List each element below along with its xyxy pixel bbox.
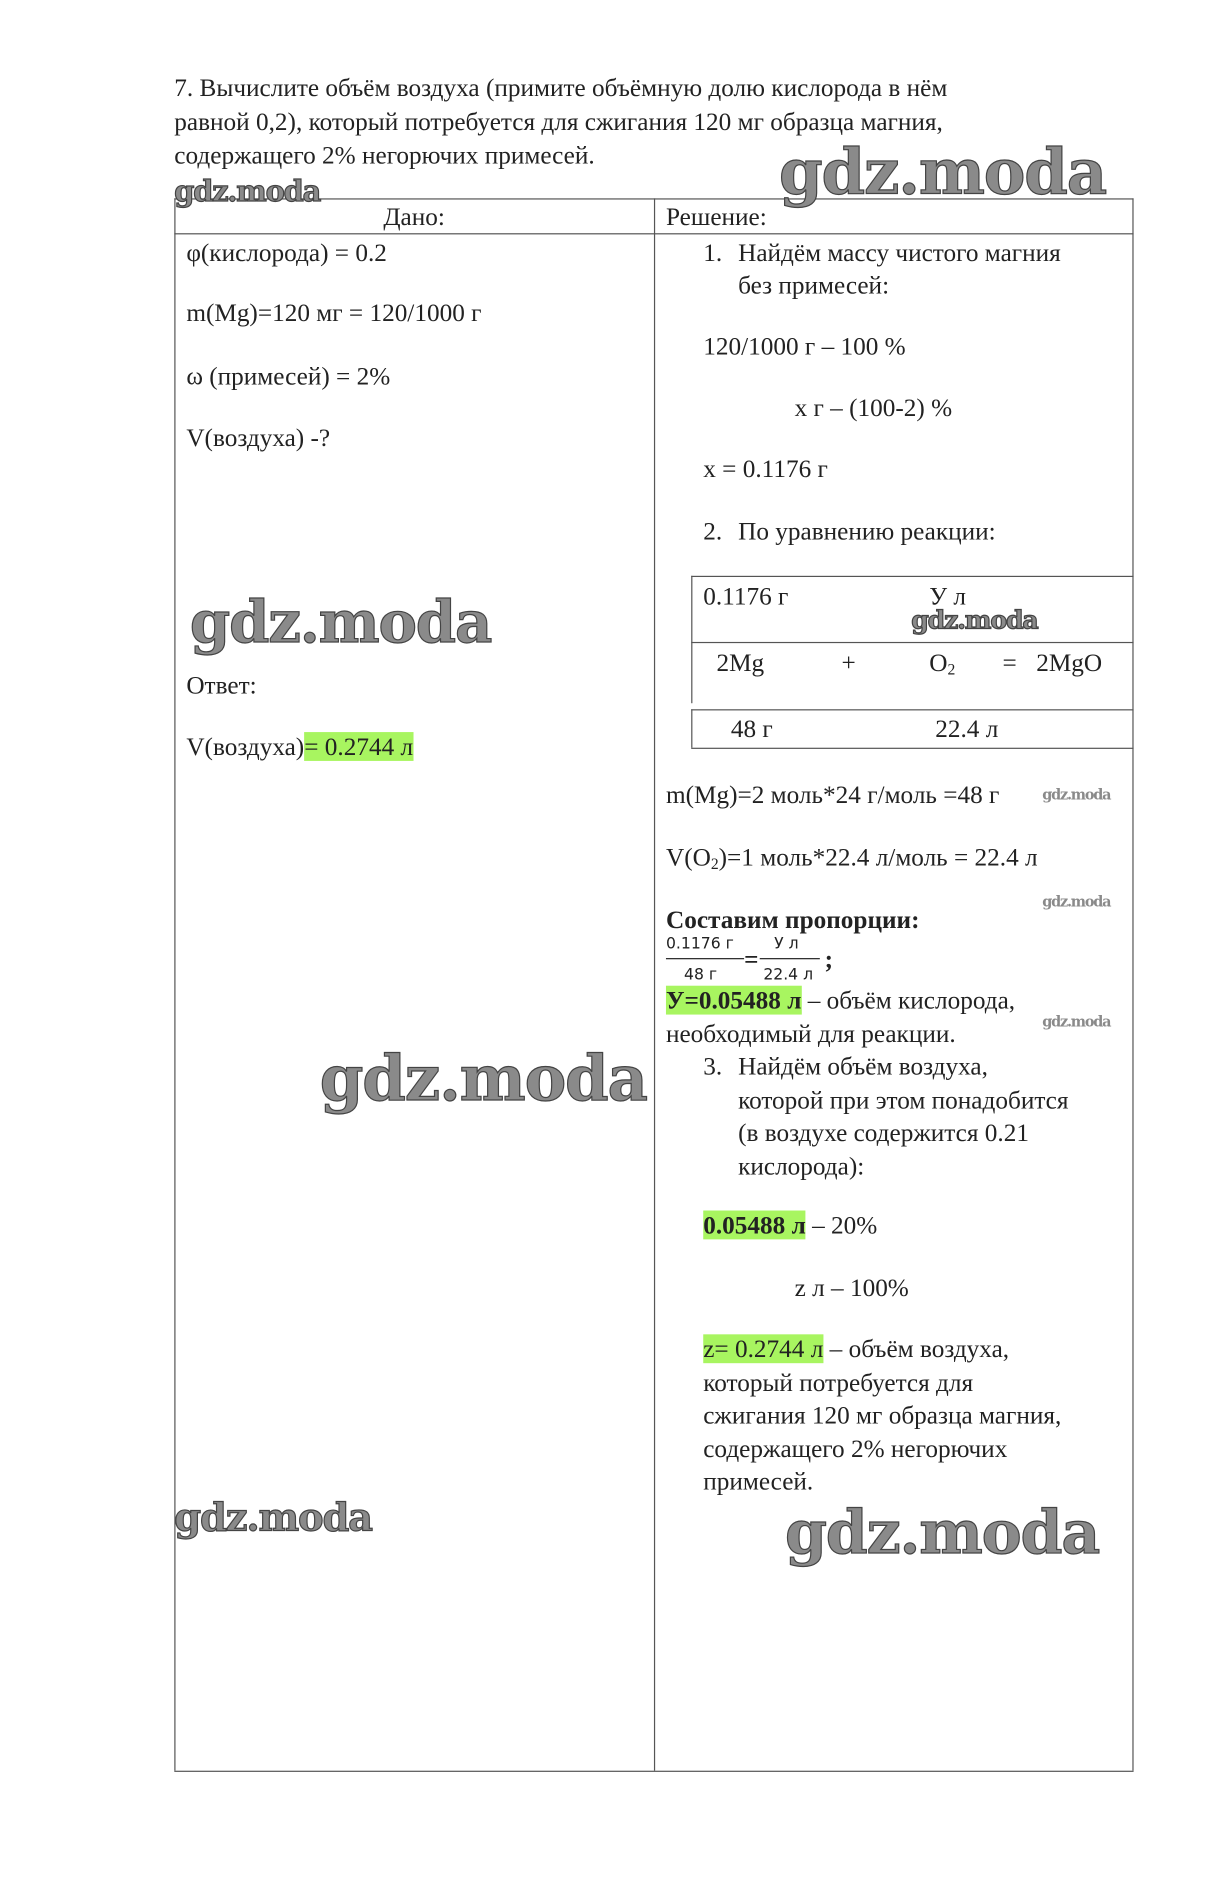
proportion2-a (703, 1211, 877, 1240)
watermark-logo: gdz.moda (174, 173, 321, 208)
fraction-end: ; (824, 944, 834, 974)
watermark-logo: gdz.moda (1042, 786, 1111, 804)
reaction-bottom-right: 22.4 л (935, 714, 999, 743)
step3-line: Найдём объём воздуха, (738, 1051, 988, 1081)
table-border (1132, 198, 1133, 1770)
y-result (666, 986, 1015, 1015)
o-symbol: O (929, 647, 948, 677)
reaction-border (691, 709, 1133, 710)
given-mass: m(Mg)=120 мг = 120/1000 г (186, 298, 482, 327)
step3-line: (в воздухе содержится 0.21 (738, 1117, 1029, 1147)
watermark-logo: gdz.moda (784, 1496, 1100, 1568)
watermark-logo: gdz.moda (1042, 893, 1111, 910)
task-line: содержащего 2% негорючих примесей. (174, 140, 595, 170)
task-line: 7. Вычислите объём воздуха (примите объёмную долю кислорода в нём (174, 73, 948, 103)
step2-number: 2. (703, 516, 723, 546)
fraction-den1: 48 г (683, 966, 718, 985)
step3-line: которой при этом понадобится (738, 1085, 1069, 1115)
z-line: содержащего 2% негорючих (703, 1434, 1008, 1463)
reaction-mg: 2Mg (716, 647, 765, 677)
answer-value: = 0.2744 л (304, 732, 414, 761)
z-line: примесей. (703, 1466, 814, 1496)
v-o2-calc (666, 843, 1038, 879)
step1-line: Найдём массу чистого магния (738, 238, 1061, 267)
step3-line: кислорода): (738, 1151, 865, 1181)
watermark-logo: gdz.moda (911, 604, 1038, 635)
reaction-bottom-left: 48 г (730, 714, 773, 743)
fraction-num1: 0.1176 г (665, 935, 734, 954)
z-result (703, 1334, 1009, 1363)
reaction-top-right: У л (929, 581, 967, 611)
watermark-logo: gdz.moda (189, 589, 492, 657)
fraction-bar (760, 958, 820, 959)
fraction-equals: = (744, 944, 759, 974)
x-result: x = 0.1176 г (703, 454, 828, 484)
reaction-o2 (929, 648, 955, 684)
reaction-equals: = (1002, 647, 1017, 677)
z-line: который потребуется для (703, 1367, 974, 1397)
table-border (174, 1771, 1133, 1772)
step1-number: 1. (703, 238, 723, 267)
y-text: – объём кислорода, (801, 985, 1016, 1015)
v-o2-suffix: )=1 моль*22.4 л/моль = 22.4 л (718, 842, 1038, 872)
reaction-border (691, 748, 1133, 749)
header-solution: Решение: (665, 201, 767, 231)
proportion-heading: Составим пропорции: (665, 905, 920, 935)
answer-prefix: V(воздуха) (186, 732, 305, 761)
y-text2: необходимый для реакции. (665, 1019, 956, 1049)
step2-text: По уравнению реакции: (738, 516, 996, 546)
given-omega: ω (примесей) = 2% (186, 361, 391, 391)
task-line: равной 0,2), который потребуется для сжигания 120 мг образца магния, (174, 106, 943, 136)
watermark-logo: gdz.moda (319, 1042, 647, 1116)
m-mg-calc: m(Mg)=2 моль*24 г/моль =48 г (665, 780, 1000, 810)
proportion1-a: 120/1000 г – 100 % (703, 331, 906, 361)
watermark-logo: gdz.moda (174, 1494, 372, 1540)
answer (186, 732, 413, 761)
reaction-border (691, 576, 692, 703)
given-find: V(воздуха) -? (186, 423, 331, 452)
reaction-border (691, 576, 1133, 577)
header-given: Дано: (383, 201, 445, 231)
v-o2-subscript: 2 (710, 854, 719, 873)
given-phi: φ(кислорода) = 0.2 (186, 238, 387, 267)
reaction-mgo: 2MgO (1036, 647, 1103, 677)
z-text: – объём воздуха, (823, 1334, 1010, 1364)
table-border (654, 198, 655, 1770)
step1-line: без примесей: (738, 270, 890, 300)
reaction-border (691, 642, 1133, 643)
step3-number: 3. (703, 1051, 723, 1081)
proportion2-b: z л – 100% (794, 1273, 909, 1302)
answer-label: Ответ: (186, 670, 257, 700)
y-value: У=0.05488 л (665, 985, 802, 1015)
prop2-text: – 20% (805, 1210, 878, 1240)
o-subscript: 2 (947, 659, 956, 678)
reaction-plus: + (841, 647, 856, 677)
z-line: сжигания 120 мг образца магния, (703, 1400, 1062, 1430)
fraction-num2: У л (774, 935, 799, 954)
watermark-logo: gdz.moda (1042, 1013, 1111, 1031)
reaction-top-left: 0.1176 г (703, 581, 789, 611)
proportion1-b: x г – (100-2) % (794, 393, 953, 422)
prop2-value: 0.05488 л (703, 1210, 806, 1240)
watermark-logo: gdz.moda (778, 135, 1107, 210)
fraction-den2: 22.4 л (763, 966, 814, 985)
v-o2-prefix: V(O (665, 842, 711, 872)
fraction-bar (666, 958, 744, 959)
z-value: z= 0.2744 л (703, 1334, 824, 1364)
reaction-border (691, 709, 692, 747)
